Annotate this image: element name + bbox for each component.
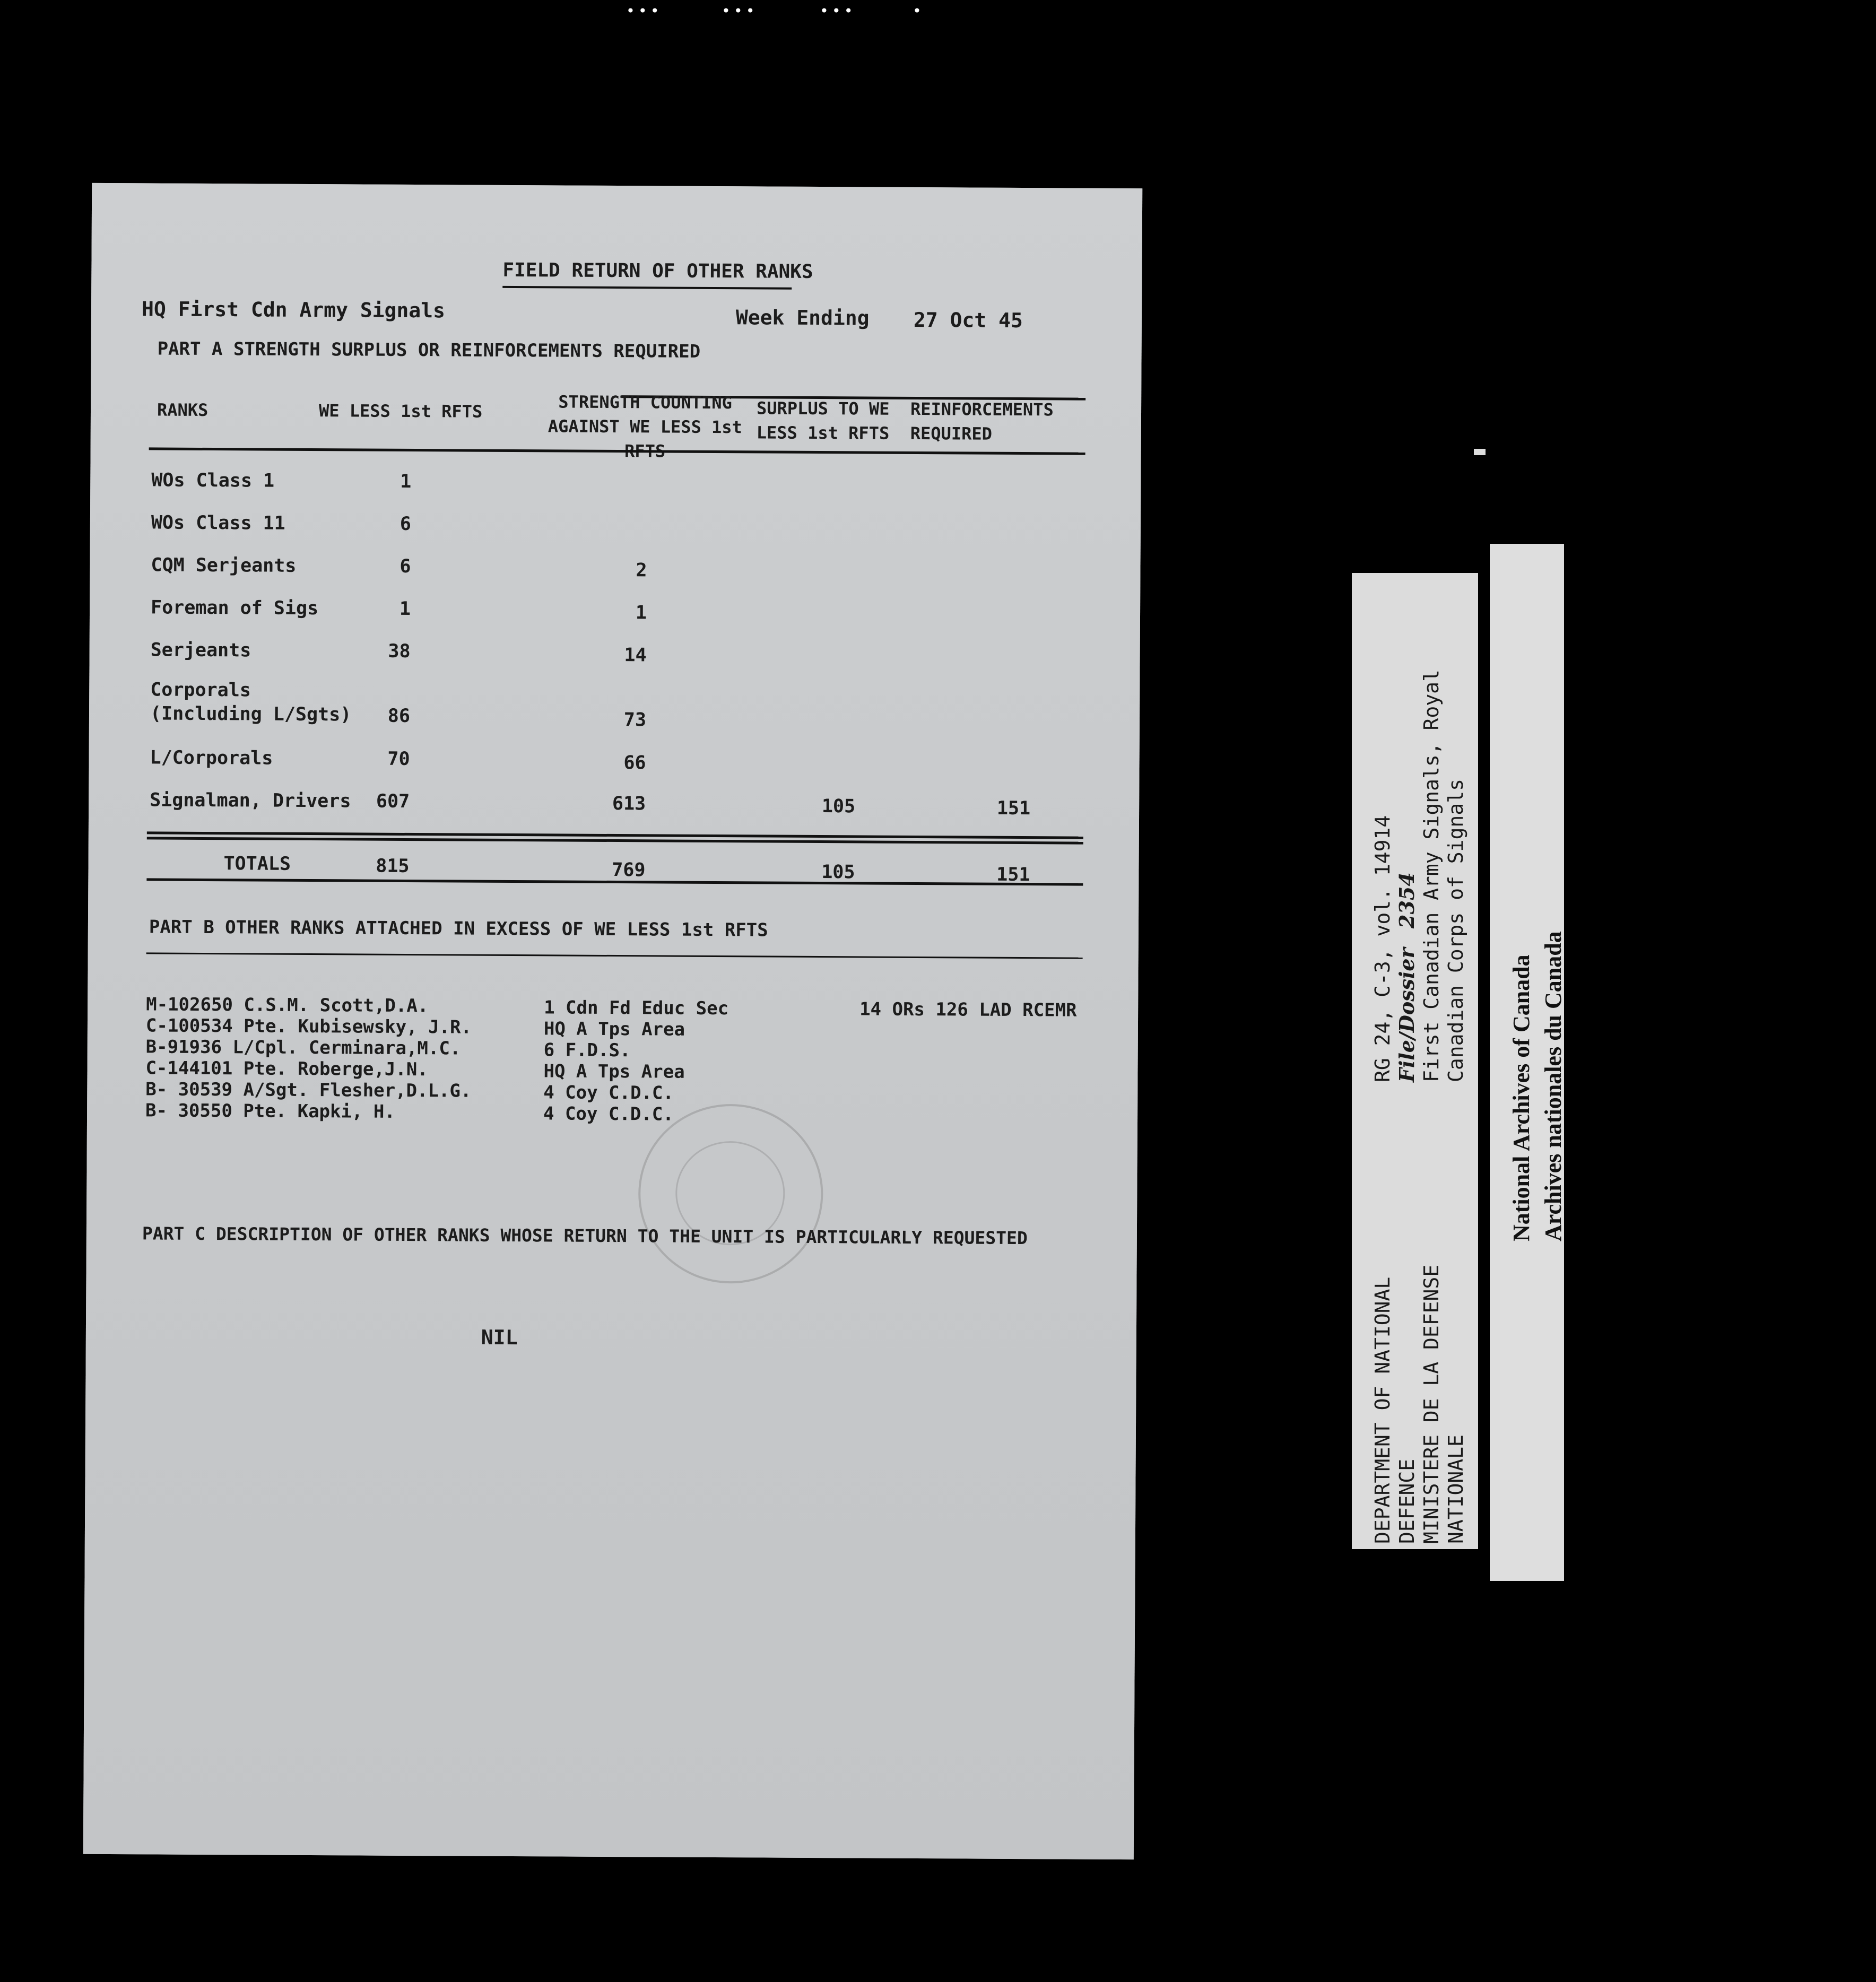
- top-marks: [0, 2, 1876, 20]
- top-mark: •••: [722, 2, 758, 20]
- edge-marker: [1474, 449, 1486, 455]
- attached-unit: HQ A Tps Area: [543, 1018, 685, 1040]
- top-mark: •: [913, 2, 925, 20]
- attached-unit: HQ A Tps Area: [543, 1060, 685, 1083]
- title-underline: [502, 286, 792, 290]
- document-title: FIELD RETURN OF OTHER RANKS: [502, 259, 813, 283]
- part-b-rule: [146, 952, 1083, 959]
- row-reinforcements: 151: [996, 797, 1031, 820]
- label-line: DEPARTMENT OF NATIONAL: [1371, 1276, 1394, 1544]
- row-we: 607: [376, 790, 410, 812]
- row-rank: Serjeants: [150, 639, 251, 662]
- part-c-heading: PART C DESCRIPTION OF OTHER RANKS WHOSE RETURN TO THE UNIT IS PARTICULARLY REQUESTED: [142, 1223, 1028, 1249]
- attached-note: 14 ORs 126 LAD RCEMR: [859, 998, 1077, 1021]
- label-line: NATIONALE: [1444, 1435, 1467, 1544]
- row-we: 1: [400, 471, 412, 492]
- row-rank: WOs Class 11: [151, 512, 285, 534]
- top-mark: •••: [626, 2, 663, 20]
- attached-unit: 6 F.D.S.: [543, 1039, 631, 1062]
- totals-surplus: 105: [821, 862, 855, 883]
- row-rank: Foreman of Sigs: [150, 597, 319, 620]
- part-c-value: NIL: [481, 1325, 518, 1350]
- attached-unit: 4 Coy C.D.C.: [543, 1082, 674, 1104]
- column-header-strength: STRENGTH COUNTING AGAINST WE LESS 1st: [548, 392, 742, 438]
- row-strength: 2: [636, 560, 647, 581]
- attached-unit: 4 Coy C.D.C.: [543, 1103, 674, 1125]
- label-description: First Canadian Army Signals, Royal: [1420, 670, 1443, 1082]
- totals-we: 815: [376, 855, 410, 877]
- column-header-surplus: SURPLUS TO WE LESS 1st RFTS: [756, 398, 890, 444]
- row-we: 38: [388, 640, 411, 662]
- attached-entry: C-144101 Pte. Roberge,J.N.: [145, 1057, 428, 1081]
- row-rank: Corporals: [150, 679, 251, 701]
- attached-unit: 1 Cdn Fd Educ Sec: [544, 997, 729, 1020]
- row-rank: WOs Class 1: [151, 470, 275, 492]
- label-file-number: 2354: [1395, 872, 1419, 928]
- unit-name: HQ First Cdn Army Signals: [141, 297, 446, 323]
- attached-entry: C-100534 Pte. Kubisewsky, J.R.: [145, 1015, 472, 1038]
- totals-label: TOTALS: [223, 853, 291, 875]
- attached-entry: M-102650 C.S.M. Scott,D.A.: [146, 994, 429, 1017]
- week-ending-value: 27 Oct 45: [913, 308, 1023, 333]
- row-we: 1: [399, 598, 411, 620]
- row-strength: 66: [623, 752, 646, 774]
- row-rank: L/Corporals: [150, 747, 273, 769]
- week-ending-label: Week Ending: [735, 306, 870, 330]
- label-description: Canadian Corps of Signals: [1444, 779, 1467, 1082]
- row-rank: CQM Serjeants: [151, 554, 297, 577]
- top-mark: •••: [820, 2, 856, 20]
- column-header-we: WE LESS 1st RFTS: [318, 401, 483, 422]
- row-rank: Signalman, Drivers: [150, 789, 351, 812]
- column-header-reinforcements: REINFORCEMENTS REQUIRED: [910, 398, 1054, 444]
- column-header-ranks: RANKS: [157, 399, 209, 420]
- row-we: 6: [399, 513, 412, 535]
- document-sheet: [83, 183, 1142, 1859]
- row-we: 6: [399, 555, 411, 577]
- attached-entry: B- 30539 A/Sgt. Flesher,D.L.G.: [145, 1079, 472, 1102]
- row-rank-continued: (Including L/Sgts): [150, 703, 352, 726]
- row-surplus: 105: [821, 796, 856, 818]
- label-line: MINISTERE DE LA DEFENSE: [1420, 1264, 1443, 1544]
- row-strength: 1: [635, 602, 647, 624]
- row-we: 70: [387, 748, 410, 770]
- row-we: 86: [387, 705, 411, 727]
- label-line: DEFENCE: [1395, 1458, 1419, 1544]
- attached-entry: B- 30550 Pte. Kapki, H.: [145, 1100, 396, 1123]
- label-ref: RG 24, C-3, vol. 14914: [1371, 815, 1394, 1082]
- row-strength: 613: [612, 793, 646, 815]
- part-b-heading: PART B OTHER RANKS ATTACHED IN EXCESS OF WE LESS 1st RFTS: [149, 916, 768, 941]
- archives-card-line: Archives nationales du Canada: [1540, 931, 1566, 1241]
- label-file-label: File/Dossier: [1395, 947, 1419, 1082]
- row-strength: 14: [624, 645, 647, 666]
- row-strength: 73: [623, 709, 647, 731]
- totals-reinforcements: 151: [996, 864, 1030, 886]
- archives-card-line: National Archives of Canada: [1508, 954, 1534, 1241]
- totals-strength: 769: [612, 859, 646, 881]
- attached-entry: B-91936 L/Cpl. Cerminara,M.C.: [145, 1036, 461, 1059]
- part-a-heading: PART A STRENGTH SURPLUS OR REINFORCEMENTS REQUIRED: [157, 338, 701, 362]
